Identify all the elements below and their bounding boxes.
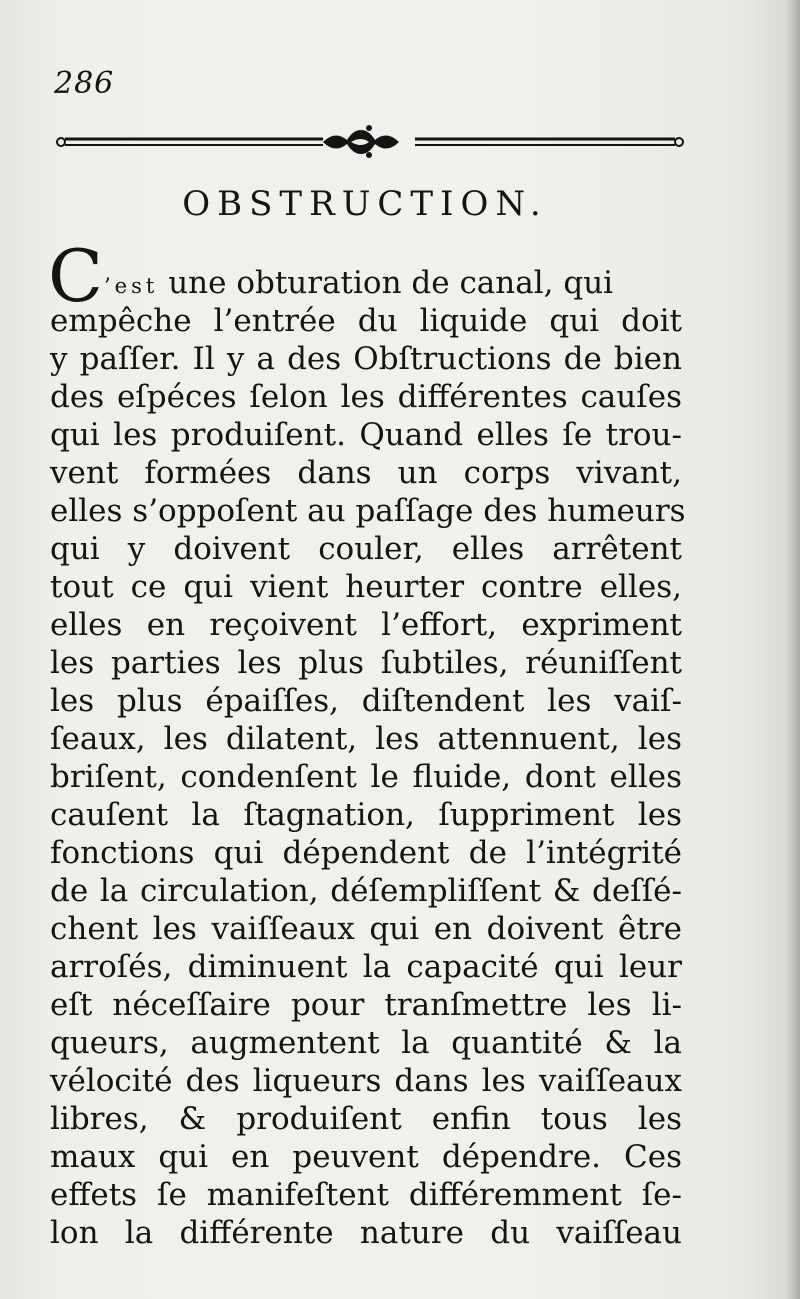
page-number: 286 bbox=[54, 66, 115, 101]
text-line: effets ſe manifeſtent différemment ſe- bbox=[50, 1177, 682, 1213]
binding-shadow bbox=[784, 0, 800, 1299]
text-line: empêche l’entrée du liquide qui doit bbox=[50, 303, 682, 339]
text-line: ſeaux, les dilatent, les attennuent, les bbox=[50, 721, 682, 757]
first-line-smallcaps: ’est bbox=[104, 274, 159, 298]
text-line: y paſſer. Il y a des Obſtructions de bien bbox=[50, 341, 682, 377]
text-line: cauſent la ſtagnation, ſuppriment les bbox=[50, 797, 682, 833]
first-line-text: une obturation de canal, qui bbox=[168, 265, 614, 301]
text-line: briſent, condenſent le fluide, dont elles bbox=[50, 759, 682, 795]
text-line: qui les produiſent. Quand elles ſe trou- bbox=[50, 417, 682, 453]
text-line: qui y doivent couler, elles arrêtent bbox=[50, 531, 682, 567]
text-line: libres, & produiſent enfin tous les bbox=[50, 1101, 682, 1137]
text-line: arroſés, diminuent la capacité qui leur bbox=[50, 949, 682, 985]
text-line: lon la différente nature du vaiſſeau bbox=[50, 1215, 682, 1251]
text-line: vent formées dans un corps vivant, bbox=[50, 455, 682, 491]
text-line: les plus épaiſſes, diſtendent les vaiſ- bbox=[50, 683, 682, 719]
text-line: queurs, augmentent la quantité & la bbox=[50, 1025, 682, 1061]
text-line: fonctions qui dépendent de l’intégrité bbox=[50, 835, 682, 871]
text-line: maux qui en peuvent dépendre. Ces bbox=[50, 1139, 682, 1175]
article-heading: OBSTRUCTION. bbox=[182, 184, 548, 224]
drop-cap: C bbox=[48, 234, 104, 318]
text-line: elles en reçoivent l’effort, expriment bbox=[50, 607, 682, 643]
text-line: eſt néceſſaire pour tranſmettre les li- bbox=[50, 987, 682, 1023]
text-line: chent les vaiſſeaux qui en doivent être bbox=[50, 911, 682, 947]
text-line: de la circulation, déſempliſſent & deſſé- bbox=[50, 873, 682, 909]
text-line: elles s’oppoſent au paſſage des humeurs bbox=[50, 493, 686, 529]
text-line: les parties les plus ſubtiles, réuniſſent bbox=[50, 645, 682, 681]
first-line bbox=[104, 264, 684, 305]
ornamental-rule bbox=[55, 124, 685, 158]
text-line: tout ce qui vient heurter contre elles, bbox=[50, 569, 682, 605]
text-line: des eſpéces ſelon les différentes cauſes bbox=[50, 379, 682, 415]
text-line: vélocité des liqueurs dans les vaiſſeaux bbox=[50, 1063, 682, 1099]
